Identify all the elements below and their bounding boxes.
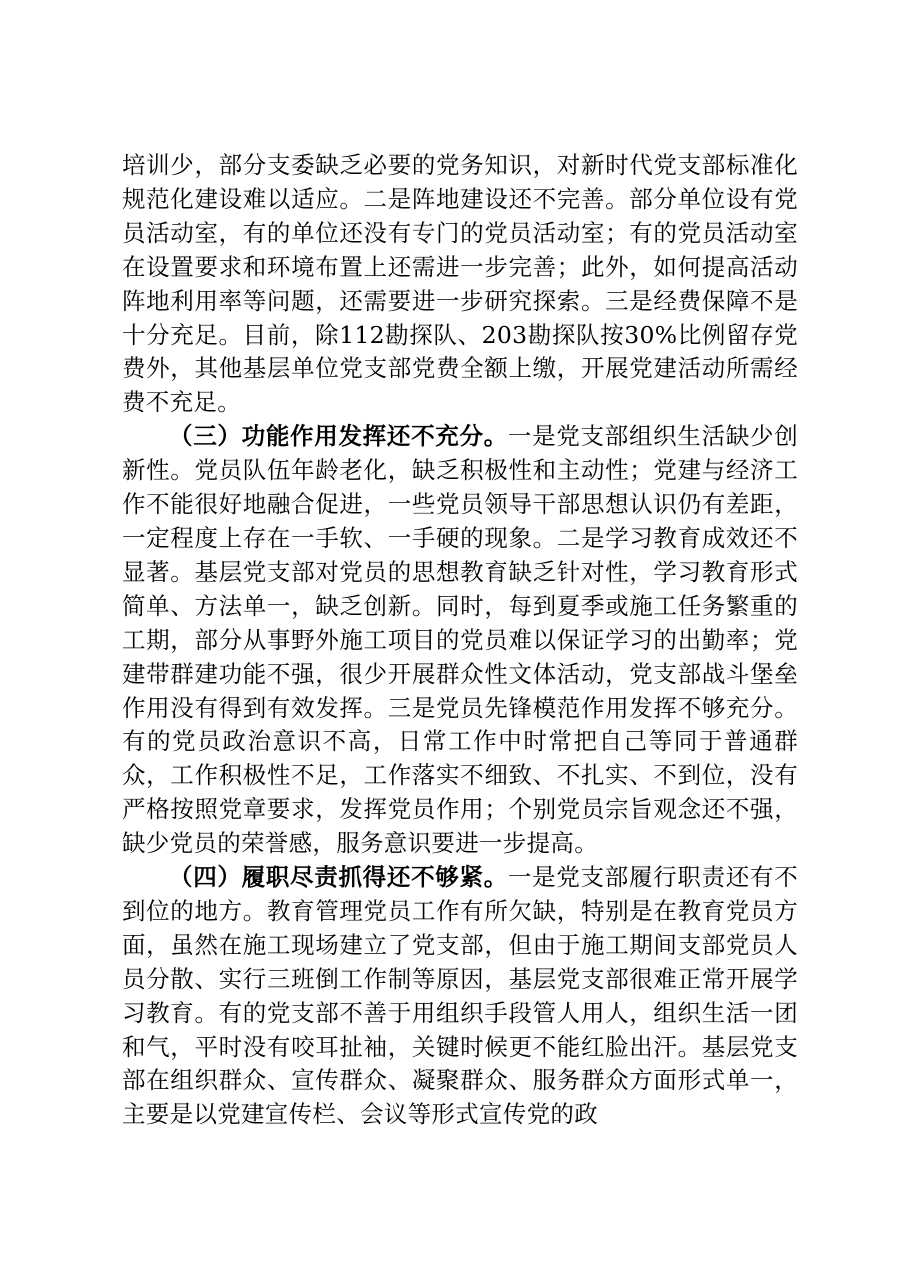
section-heading-4: （四）履职尽责抓得还不够紧。	[169, 863, 508, 892]
section-heading-3: （三）功能作用发挥还不充分。	[169, 422, 508, 451]
paragraph-1	[122, 149, 798, 420]
paragraph-3	[122, 861, 798, 1132]
paragraph-3-text: 一是党支部履行职责还有不到位的地方。教育管理党员工作有所欠缺，特别是在教育党员方面，虽然在施工现场建立了党支部，但由于施工期间支部党员人员分散、实行三班倒工作制等原因，基层党支部很难正常开展学习教育。有的党支部不善于用组织手段管人用人，组织生活一团和气，平时没有咬耳扯袖，关键时候更不能红脸出汗。基层党支部在组织群众、宣传群众、凝聚群众、服务群众方面形式单一，主要是以党建宣传栏、会议等形式宣传党的政	[122, 863, 798, 1129]
paragraph-2	[122, 420, 798, 861]
paragraph-2-text: 一是党支部组织生活缺少创新性。党员队伍年龄老化，缺乏积极性和主动性；党建与经济工作不能很好地融合促进，一些党员领导干部思想认识仍有差距，一定程度上存在一手软、一手硬的现象。二是学习教育成效还不显著。基层党支部对党员的思想教育缺乏针对性，学习教育形式简单、方法单一，缺乏创新。同时，每到夏季或施工任务繁重的工期，部分从事野外施工项目的党员难以保证学习的出勤率；党建带群建功能不强，很少开展群众性文体活动，党支部战斗堡垒作用没有得到有效发挥。三是党员先锋模范作用发挥不够充分。有的党员政治意识不高，日常工作中时常把自己等同于普通群众，工作积极性不足，工作落实不细致、不扎实、不到位，没有严格按照党章要求，发挥党员作用；个别党员宗旨观念还不强，缺少党员的荣誉感，服务意识要进一步提高。	[122, 422, 798, 858]
paragraph-1-text: 培训少，部分支委缺乏必要的党务知识，对新时代党支部标准化规范化建设难以适应。二是阵地建设还不完善。部分单位设有党员活动室，有的单位还没有专门的党员活动室；有的党员活动室在设置要求和环境布置上还需进一步完善；此外，如何提高活动阵地利用率等问题，还需要进一步研究探索。三是经费保障不是十分充足。目前，除112勘探队、203勘探队按30%比例留存党费外，其他基层单位党支部党费全额上缴，开展党建活动所需经费不充足。	[122, 151, 798, 417]
document-body	[122, 149, 798, 1132]
